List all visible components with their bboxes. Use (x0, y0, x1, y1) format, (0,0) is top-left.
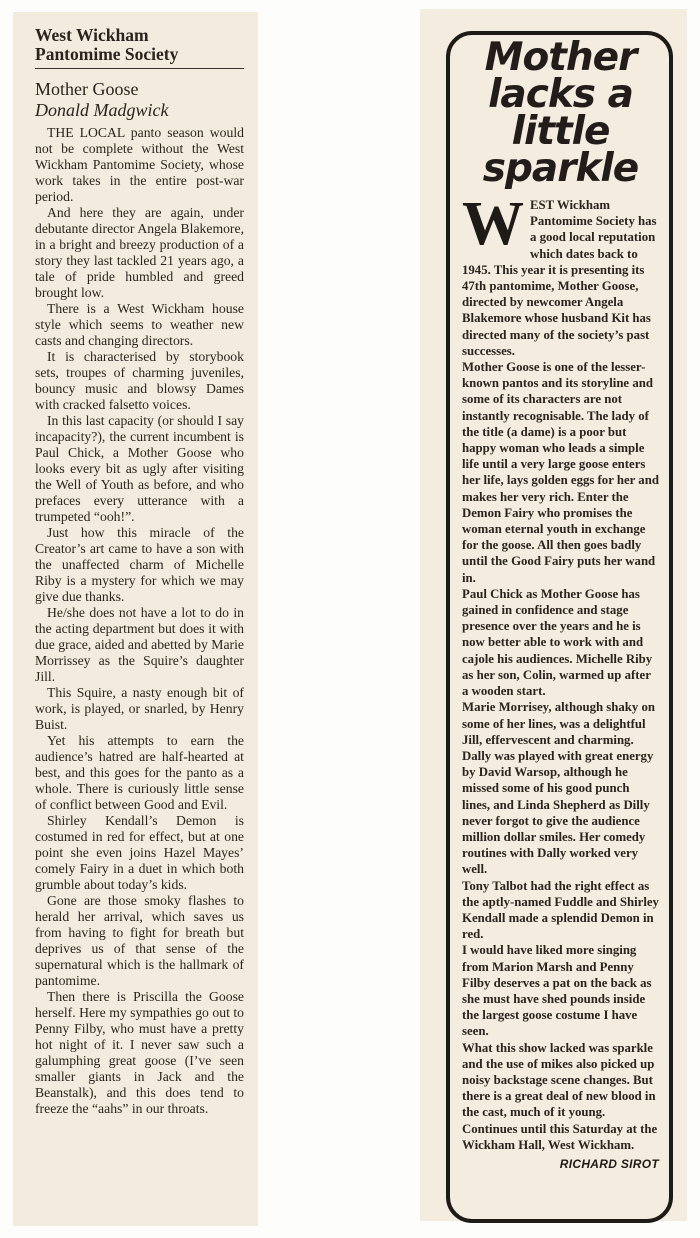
left-paragraph: Then there is Priscilla the Goose herself. Here my sympathies go out to Penny Filby, who must have a pretty hot night of it. I never saw such a galumphing great goose (I’ve seen smaller giants in Jack and the Beanstalk), and this does tend to freeze the “aahs” in our throats. (35, 989, 244, 1116)
left-paragraph: Just how this miracle of the Creator’s art came to have a son with the unaffected charm of Michelle Riby is a mystery for which we may give due thanks. (35, 525, 244, 604)
reviewer-name: Donald Madgwick (35, 100, 169, 120)
right-paragraph: Paul Chick as Mother Goose has gained in confidence and stage presence over the years and he is now better able to work with and cajole his audiences. Michelle Riby as her son, Colin, warmed up after a wooden start. (462, 586, 653, 699)
title-divider (35, 68, 244, 69)
left-paragraph: And here they are again, under debutante director Angela Blakemore, in a bright and breezy production of a story they last tackled 21 years ago, a tale of pride humbled and greed brought low. (35, 205, 244, 300)
society-title-line-2: Pantomime Society (35, 44, 179, 64)
left-paragraph: Shirley Kendall’s Demon is costumed in red for effect, but at one point she even joins Hazel Mayes’ comely Fairy in a duet in which both grumble about today’s kids. (35, 813, 244, 892)
byline: RICHARD SIROT (559, 1156, 659, 1171)
show-title: Mother Goose (35, 79, 139, 99)
rounded-border-frame (446, 31, 673, 1223)
drop-cap: W (462, 190, 524, 258)
left-paragraph: Gone are those smoky flashes to herald her arrival, which saves us from having to fight for breath but deprives us of that sense of the supernatural which is the hallmark of pantomime. (35, 893, 244, 988)
right-review-body (462, 190, 659, 1171)
society-title (35, 26, 244, 64)
left-paragraph: It is characterised by storybook sets, troupes of charming juveniles, bouncy music and blowsy Dames with cracked falsetto voices. (35, 349, 244, 412)
right-paragraph: EST Wickham Pantomime Society has a good local reputation which dates back to 1945. This year it is presenting its 47th pantomime, Mother Goose, directed by newcomer Angela Blakemore whose husband Kit has directed many of the society’s past successes. (462, 198, 657, 358)
headline-line-3: little (511, 109, 610, 154)
right-paragraph: What this show lacked was sparkle and the use of mikes also picked up noisy backstage scene changes. But there is a great deal of new blood in the cast, much of it young. Continues until this Saturday at the Wickham Hall, West Wickham. (462, 1040, 658, 1152)
left-review-body (35, 125, 244, 1117)
left-paragraph: Yet his attempts to earn the audience’s hatred are half-hearted at best, and this goes for the panto as a whole. There is curiously little sense of conflict between Good and Evil. (35, 733, 244, 812)
right-paragraph: Mother Goose is one of the lesser-known pantos and its storyline and some of its characters are not instantly recognisable. The lady of the title (a dame) is a poor but happy woman who leads a simple life until a very large goose enters her life, lays golden eggs for her and makes her very rich. Enter the Demon Fairy who promises the woman eternal youth in exchange for the goose. All then goes badly until the Good Fairy puts her wand in. (462, 360, 659, 585)
left-review-clipping (13, 12, 258, 1226)
left-paragraph: In this last capacity (or should I say incapacity?), the current incumbent is Paul Chick, a Mother Goose who looks every bit as ugly after visiting the Well of Youth as before, and who prefaces every utterance with a trumpeted “ooh!”. (35, 413, 244, 524)
society-title-line-1: West Wickham (35, 25, 149, 45)
left-paragraph: He/she does not have a lot to do in the acting department but does it with due grace, aided and abetted by Marie Morrissey as the Squire’s daughter Jill. (35, 605, 244, 684)
right-paragraph: I would have liked more singing from Marion Marsh and Penny Filby deserves a pat on the back as she must have shed pounds inside the largest goose costume I have seen. (462, 943, 652, 1039)
headline-line-4: sparkle (482, 146, 639, 191)
headline (462, 35, 659, 191)
headline-line-2: lacks a (488, 72, 633, 117)
right-review-clipping (420, 9, 687, 1221)
headline-line-1: Mother (484, 35, 637, 80)
left-paragraph: There is a West Wickham house style which seems to weather new casts and changing directors. (35, 301, 244, 348)
right-paragraph: Tony Talbot had the right effect as the aptly-named Fuddle and Shirley Kendall made a splendid Demon in red. (462, 878, 659, 942)
left-paragraph: THE LOCAL panto season would not be complete without the West Wickham Pantomime Society, whose work takes in the entire post-war period. (35, 125, 244, 204)
right-paragraph: Marie Morrisey, although shaky on some of her lines, was a delightful Jill, effervescent and charming. Dally was played with great energy by David Warsop, although he missed some of his good punch lines, and Linda Shepherd as Dilly never forgot to give the audience million dollar smiles. Her comedy routines with Dally worked very well. (462, 700, 656, 877)
left-paragraph: This Squire, a nasty enough bit of work, is played, or snarled, by Henry Buist. (35, 685, 244, 732)
